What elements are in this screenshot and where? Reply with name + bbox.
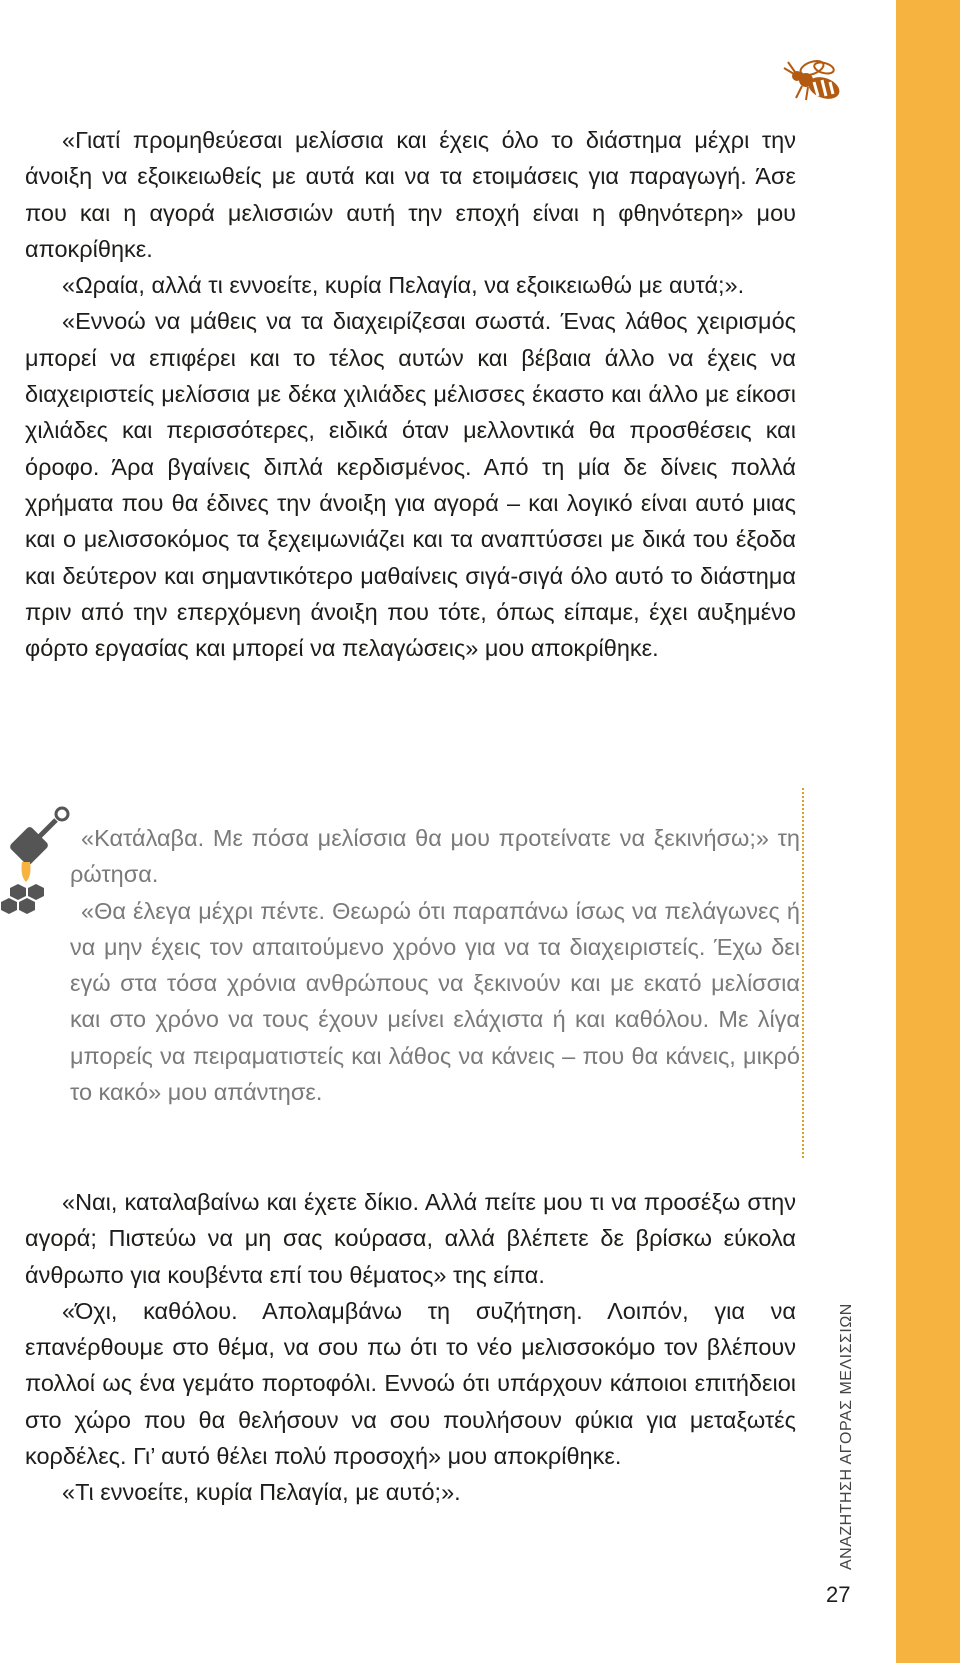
paragraph: «Γιατί προμηθεύεσαι μελίσσια και έχεις όλο το διάστημα μέχρι την άνοιξη να εξοικειωθείς με αυτά και να τα ετοιμάσεις για παραγωγή. Άσε που και η αγορά μελισσιών αυτή την εποχή είναι η φθηνότερη» μου αποκρίθηκε. [25, 127, 796, 262]
paragraph: «Όχι, καθόλου. Απολαμβάνω τη συζήτηση. Λοιπόν, για να επανέρθουμε στο θέμα, να σου πω ότι το νέο μελισσοκόμο τον βλέπουν πολλοί ως ένα γεμάτο πορτοφόλι. Εννοώ ότι υπάρχουν κάποιοι επιτήδειοι στο χώρο που θα θελήσουν να σου πουλήσουν φύκια για μεταξωτές κορδέλες. Γι’ αυτό θέλει πολύ προσοχή» μου αποκρίθηκε. [25, 1297, 796, 1470]
running-title: ΑΝΑΖΗΤΗΣΗ ΑΓΟΡΑΣ ΜΕΛΙΣΣΙΩΝ [838, 1303, 855, 1570]
paragraph: «Τι εννοείτε, κυρία Πελαγία, με αυτό;». [62, 1479, 461, 1506]
paragraph: «Εννοώ να μάθεις να τα διαχειρίζεσαι σωστά. Ένας λάθος χειρισμός μπορεί να επιφέρει και το τέλος αυτών και βέβαια άλλο να έχεις να διαχειριστείς μελίσσια με δέκα χιλιάδες μέλισσες έκαστο και άλλο με είκοσι χιλιάδες και περισσότερες, ειδικά όταν μελλοντικά θα προσθέσεις και όροφο. Άρα βγαίνεις διπλά κερδισμένος. Από τη μία δε δίνεις πολλά χρήματα που θα έδινες την άνοιξη για αγορά – και λογικό είναι αυτό μιας και ο μελισσοκόμος τα ξεχειμωνιάζει και τα αναπτύσσει με δικά του έξοδα και δεύτερον και σημαντικότερο μαθαίνεις σιγά-σιγά όλο αυτό το διάστημα πριν από την επερχόμενη άνοιξη που τότε, όπως είπαμε, έχει αυξημένο φόρτο εργασίας και μπορεί να πελαγώσεις» μου αποκρίθηκε. [25, 308, 796, 662]
main-text-block-1 [25, 122, 796, 666]
tip-box [70, 820, 800, 1110]
honey-dipper-icon [0, 796, 80, 916]
tip-paragraph: «Θα έλεγα μέχρι πέντε. Θεωρώ ότι παραπάνω ίσως να πελάγωνες ή να μην έχεις τον απαιτούμενο χρόνο για να τα διαχειριστείς. Έχω δει εγώ στα τόσα χρόνια ανθρώπους να ξεκινούν και με εκατό μελίσσια και στο χρόνο να τους έχουν μείνει ελάχιστα ή και καθόλου. Με λίγα μπορείς να πειραματιστείς και λάθος να κάνεις – που θα κάνεις, μικρό το κακό» μου απάντησε. [70, 897, 800, 1106]
bee-icon [780, 58, 850, 108]
paragraph: «Ωραία, αλλά τι εννοείτε, κυρία Πελαγία, να εξοικειωθώ με αυτά;». [62, 272, 745, 299]
side-color-strip [896, 0, 960, 1663]
tip-divider [802, 788, 804, 1158]
page-number: 27 [826, 1582, 851, 1607]
tip-paragraph: «Κατάλαβα. Με πόσα μελίσσια θα μου προτείνατε να ξεκινήσω;» τη ρώτησα. [70, 825, 800, 888]
paragraph: «Ναι, καταλαβαίνω και έχετε δίκιο. Αλλά πείτε μου τι να προσέξω στην αγορά; Πιστεύω να μη σας κούρασα, αλλά βλέπετε δε βρίσκω εύκολα άνθρωπο για κουβέντα επί του θέματος» της είπα. [25, 1189, 796, 1288]
main-text-block-2 [25, 1184, 796, 1511]
